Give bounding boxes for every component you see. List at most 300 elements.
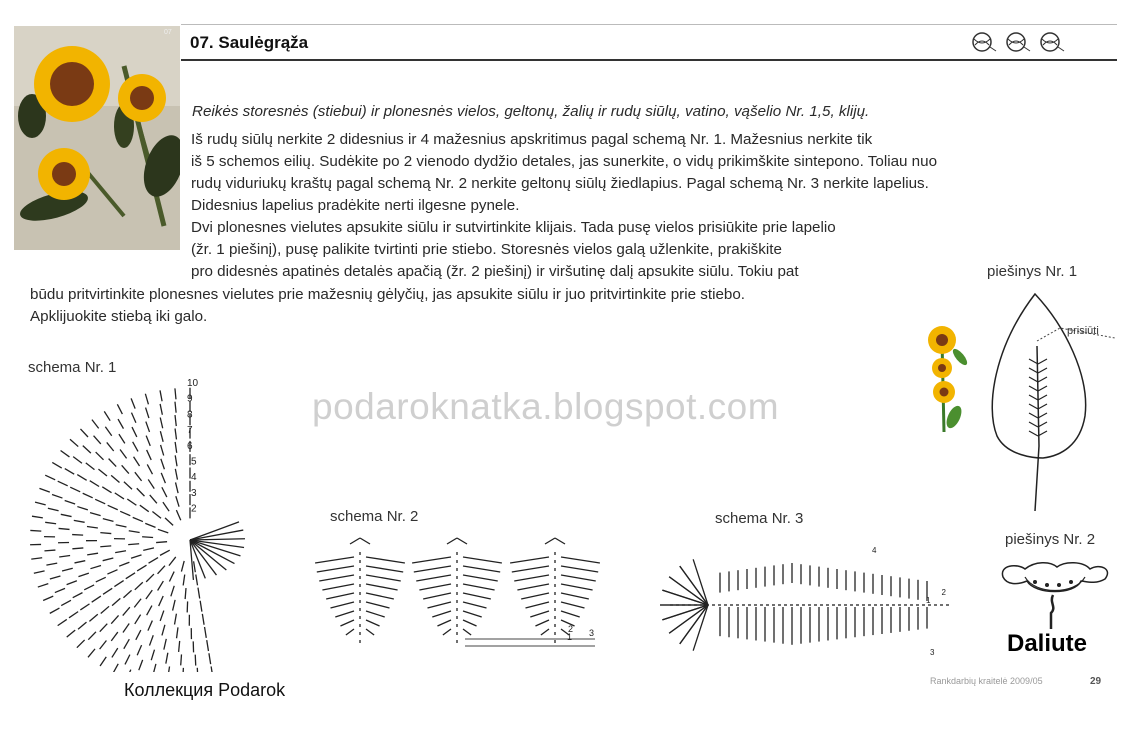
stitch-mark bbox=[1029, 431, 1038, 436]
stitch-mark bbox=[1038, 422, 1047, 427]
stitch-mark bbox=[463, 584, 495, 590]
stitch-mark bbox=[175, 469, 177, 480]
stitch-mark bbox=[109, 459, 117, 467]
stitch-mark bbox=[59, 555, 70, 556]
stitch-mark bbox=[160, 390, 162, 401]
stitch-mark bbox=[100, 641, 107, 650]
stitch-mark bbox=[693, 605, 708, 651]
stitch-mark bbox=[205, 627, 207, 638]
stitch-mark bbox=[561, 602, 585, 608]
stitch-mark bbox=[147, 464, 152, 474]
stitch-mark bbox=[94, 436, 101, 444]
stitch-mark bbox=[73, 457, 82, 464]
stitch-mark bbox=[90, 481, 99, 487]
stitch-mark bbox=[50, 576, 61, 579]
schema-1-row-number: 4 bbox=[191, 472, 197, 484]
stitch-mark bbox=[158, 581, 164, 590]
stitch-mark bbox=[100, 533, 111, 534]
stitch-mark bbox=[366, 566, 403, 572]
schema-3-diagram bbox=[650, 535, 950, 665]
stitch-mark bbox=[175, 614, 177, 625]
stitch-mark bbox=[1029, 368, 1038, 373]
stitch-mark bbox=[340, 620, 354, 626]
stitch-mark bbox=[346, 629, 354, 635]
stitch-mark bbox=[61, 450, 70, 456]
stitch-mark bbox=[135, 582, 143, 590]
stitch-mark bbox=[131, 555, 141, 558]
stitch-mark bbox=[52, 462, 61, 468]
stitch-mark bbox=[112, 648, 118, 657]
stitch-mark bbox=[69, 612, 78, 618]
stitch-mark bbox=[96, 577, 106, 582]
stitch-mark bbox=[693, 559, 708, 605]
stitch-mark bbox=[317, 566, 354, 572]
stitch-mark bbox=[134, 599, 141, 608]
stitch-mark bbox=[126, 670, 130, 672]
stitch-mark bbox=[175, 429, 176, 440]
stitch-mark bbox=[111, 615, 118, 623]
stitch-mark bbox=[131, 398, 135, 408]
stitch-mark bbox=[115, 551, 126, 553]
stitch-mark bbox=[319, 575, 354, 581]
stitch-mark bbox=[463, 593, 491, 599]
stitch-mark bbox=[146, 574, 154, 582]
schema-3-row-4: 4 bbox=[872, 546, 877, 555]
stitch-mark bbox=[148, 479, 154, 488]
stitch-mark bbox=[432, 611, 451, 617]
stitch-mark bbox=[46, 563, 57, 565]
stitch-mark bbox=[95, 499, 105, 504]
watermark: podaroknatka.blogspot.com bbox=[312, 386, 780, 427]
stitch-mark bbox=[463, 575, 498, 581]
stitch-mark bbox=[160, 611, 164, 621]
stitch-mark bbox=[1038, 404, 1047, 409]
stitch-mark bbox=[662, 605, 708, 620]
stitch-mark bbox=[108, 505, 118, 509]
yarn-ball-icon bbox=[1007, 33, 1030, 51]
stitch-mark bbox=[65, 469, 74, 475]
stitch-mark bbox=[148, 621, 152, 631]
schema-3-row-1: 1 bbox=[926, 596, 931, 605]
stitch-mark bbox=[30, 530, 41, 531]
stitch-mark bbox=[104, 411, 110, 420]
stitch-mark bbox=[366, 611, 385, 617]
stitch-mark bbox=[61, 514, 72, 516]
stitch-mark bbox=[169, 557, 176, 566]
stitch-mark bbox=[80, 429, 88, 437]
stitch-mark bbox=[555, 538, 565, 544]
sunflower-photo bbox=[14, 26, 180, 250]
schema-1-row-number: 6 bbox=[187, 440, 193, 452]
stitch-mark bbox=[185, 588, 186, 599]
stitch-mark bbox=[514, 575, 549, 581]
stitch-mark bbox=[87, 553, 98, 555]
stitch-mark bbox=[197, 668, 198, 672]
stitch-mark bbox=[146, 408, 149, 418]
stitch-mark bbox=[161, 473, 165, 483]
stitch-mark bbox=[105, 427, 111, 436]
stitch-mark bbox=[669, 605, 708, 633]
stitch-mark bbox=[35, 502, 46, 505]
stitch-mark bbox=[315, 557, 354, 563]
stitch-mark bbox=[113, 664, 118, 672]
stitch-mark bbox=[39, 488, 49, 492]
stitch-mark bbox=[200, 601, 202, 612]
stitch-mark bbox=[1029, 377, 1038, 382]
schema-1-row-number: 10 bbox=[187, 378, 199, 389]
stitch-mark bbox=[561, 575, 596, 581]
stitch-mark bbox=[1038, 386, 1047, 391]
stitch-mark bbox=[146, 422, 150, 432]
schema-2-label: schema Nr. 2 bbox=[330, 508, 419, 525]
stitch-mark bbox=[190, 540, 216, 575]
stitch-mark bbox=[175, 442, 177, 453]
stitch-mark bbox=[159, 596, 164, 606]
stitch-mark bbox=[463, 602, 487, 608]
stitch-mark bbox=[209, 653, 211, 664]
collection-signature: Коллекция Podarok bbox=[124, 680, 286, 700]
stitch-mark bbox=[55, 588, 65, 592]
stitch-mark bbox=[83, 493, 93, 498]
stitch-mark bbox=[137, 645, 141, 655]
stitch-mark bbox=[92, 596, 101, 602]
stitch-mark bbox=[43, 596, 53, 600]
stitch-mark bbox=[123, 590, 131, 597]
sunflower-stem-illustration bbox=[920, 322, 975, 437]
drawing-1-label: piešinys Nr. 1 bbox=[987, 263, 1078, 280]
stitch-mark bbox=[168, 667, 170, 672]
schema-1-row-number: 3 bbox=[191, 487, 197, 499]
stitch-mark bbox=[161, 445, 164, 456]
stitch-mark bbox=[169, 572, 174, 582]
stitch-mark bbox=[181, 561, 184, 572]
stitch-mark bbox=[437, 620, 451, 626]
stitch-mark bbox=[521, 593, 549, 599]
stitch-mark bbox=[463, 620, 477, 626]
stitch-mark bbox=[207, 640, 209, 651]
stitch-mark bbox=[162, 487, 167, 497]
stitch-mark bbox=[419, 584, 451, 590]
stitch-mark bbox=[165, 518, 173, 525]
stitch-mark bbox=[164, 639, 166, 650]
stitch-mark bbox=[335, 611, 354, 617]
schema-3-label: schema Nr. 3 bbox=[715, 510, 804, 527]
stitch-mark bbox=[123, 623, 129, 632]
stitch-mark bbox=[545, 538, 555, 544]
stitch-mark bbox=[107, 442, 114, 451]
stitch-mark bbox=[127, 499, 136, 505]
stitch-mark bbox=[88, 649, 95, 657]
drawing-2-label: piešinys Nr. 2 bbox=[1005, 531, 1096, 548]
schema-2-row-3: 3 bbox=[589, 628, 595, 638]
stitch-mark bbox=[211, 666, 213, 672]
stitch-mark bbox=[171, 586, 174, 596]
instruction-line: iš 5 schemos eilių. Sudėkite po 2 vienodo dydžio detales, jas sunerkite, o vidų prikimškite sintepono. Toliau nuo bbox=[191, 153, 938, 170]
stitch-mark bbox=[117, 404, 122, 414]
stitch-mark bbox=[114, 581, 123, 587]
instruction-line: Didesnius lapelius pradėkite nerti ilgesne pynele. bbox=[191, 197, 520, 214]
instruction-line: Apklijuokite stiebą iki galo. bbox=[30, 308, 208, 325]
stitch-mark bbox=[44, 550, 55, 551]
stitch-mark bbox=[1038, 377, 1047, 382]
stitch-mark bbox=[330, 602, 354, 608]
stitch-mark bbox=[163, 502, 169, 511]
stitch-mark bbox=[176, 496, 179, 507]
stitch-mark bbox=[561, 593, 589, 599]
stitch-mark bbox=[463, 566, 500, 572]
stitch-mark bbox=[350, 538, 360, 544]
photo-number: 07 bbox=[164, 29, 172, 36]
schema-1-row-number: 8 bbox=[187, 409, 193, 421]
stitch-mark bbox=[73, 593, 83, 598]
page-title: 07. Saulėgrąža bbox=[190, 33, 309, 52]
stitch-mark bbox=[680, 566, 708, 605]
schema-1-diagram bbox=[20, 372, 260, 672]
stitch-mark bbox=[177, 627, 178, 638]
yarn-difficulty-icons bbox=[970, 31, 1070, 53]
stitch-mark bbox=[119, 562, 129, 566]
stitch-mark bbox=[98, 469, 107, 476]
stitch-mark bbox=[118, 419, 123, 429]
stitch-mark bbox=[1029, 395, 1038, 400]
stitch-mark bbox=[142, 537, 153, 538]
stitch-mark bbox=[45, 522, 56, 523]
stitch-mark bbox=[166, 653, 168, 664]
yarn-ball-icon bbox=[973, 33, 996, 51]
stitch-mark bbox=[77, 640, 85, 648]
stitch-mark bbox=[111, 475, 119, 482]
magazine-footer: Rankdarbių kraitelė 2009/05 bbox=[930, 676, 1043, 686]
stitch-mark bbox=[52, 494, 62, 498]
stitch-mark bbox=[88, 632, 96, 640]
stitch-mark bbox=[326, 593, 354, 599]
schema-1-row-number: 5 bbox=[191, 456, 197, 468]
stitch-mark bbox=[149, 635, 153, 645]
stitch-mark bbox=[78, 622, 86, 629]
stitch-mark bbox=[160, 418, 162, 429]
stitch-mark bbox=[123, 607, 130, 615]
instruction-line: pro didesnės apatinės detalės apačią (žr. 2 piešinį) ir viršutinę dalį apsukite siūlu. Tokiu pat bbox=[191, 263, 799, 280]
instruction-line: (žr. 1 piešinį), pusę palikite tvirtinti prie stiebo. Storesnės vielos galą užlenkite, prakiškite bbox=[191, 241, 782, 258]
stitch-mark bbox=[61, 600, 71, 605]
schema-1-label: schema Nr. 1 bbox=[28, 359, 117, 376]
stitch-mark bbox=[115, 493, 124, 499]
stitch-mark bbox=[34, 571, 45, 573]
stitch-mark bbox=[90, 513, 101, 516]
stitch-mark bbox=[58, 619, 67, 625]
stitch-mark bbox=[31, 558, 42, 559]
stitch-mark bbox=[120, 449, 127, 458]
stitch-mark bbox=[100, 657, 106, 666]
stitch-mark bbox=[176, 482, 179, 493]
stitch-mark bbox=[463, 557, 502, 563]
stitch-mark bbox=[48, 508, 59, 511]
stitch-mark bbox=[78, 573, 88, 577]
stitch-mark bbox=[463, 611, 482, 617]
stitch-mark bbox=[126, 573, 135, 579]
stitch-mark bbox=[38, 584, 48, 587]
stitch-mark bbox=[145, 394, 148, 405]
schema-2-row-1: 1 bbox=[567, 632, 573, 642]
stitch-mark bbox=[74, 561, 85, 563]
stitch-mark bbox=[116, 525, 127, 527]
stitch-mark bbox=[1038, 413, 1047, 418]
stitch-mark bbox=[366, 575, 401, 581]
stitch-mark bbox=[202, 614, 204, 625]
stitch-mark bbox=[100, 624, 108, 632]
stitch-mark bbox=[128, 544, 139, 545]
schema-1-row-number: 7 bbox=[187, 425, 193, 437]
stitch-mark bbox=[77, 475, 86, 481]
stitch-mark bbox=[72, 535, 83, 536]
stitch-mark bbox=[1029, 386, 1038, 391]
stitch-mark bbox=[196, 574, 198, 585]
stitch-mark bbox=[107, 570, 117, 574]
stitch-mark bbox=[366, 593, 394, 599]
stitch-mark bbox=[412, 557, 451, 563]
stitch-mark bbox=[517, 584, 549, 590]
stitch-mark bbox=[150, 495, 157, 503]
stitch-mark bbox=[86, 463, 95, 470]
stitch-mark bbox=[1038, 368, 1047, 373]
stitch-mark bbox=[443, 629, 451, 635]
stitch-mark bbox=[190, 522, 239, 540]
schema-1-row-number: 9 bbox=[187, 393, 193, 405]
stitch-mark bbox=[70, 439, 78, 446]
stitch-mark bbox=[194, 561, 196, 572]
materials-line: Reikės storesnės (stiebui) ir plonesnės vielos, geltonų, žalių ir rudų siūlų, vatino, vąšelio Nr. 1,5, klijų. bbox=[192, 103, 870, 120]
stitch-mark bbox=[158, 529, 168, 533]
stitch-mark bbox=[173, 600, 176, 611]
stitch-mark bbox=[1038, 359, 1047, 364]
stitch-mark bbox=[111, 632, 118, 641]
stitch-mark bbox=[100, 546, 111, 547]
stitch-mark bbox=[662, 590, 708, 605]
schema-1-row-number: 2 bbox=[191, 503, 197, 515]
stitch-mark bbox=[457, 538, 467, 544]
stitch-mark bbox=[1029, 404, 1038, 409]
stitch-mark bbox=[463, 629, 471, 635]
stitch-mark bbox=[134, 457, 140, 466]
stitch-mark bbox=[360, 538, 370, 544]
stitch-mark bbox=[50, 608, 60, 613]
stitch-mark bbox=[179, 641, 180, 652]
sunflower-photo-art bbox=[14, 26, 180, 250]
stitch-mark bbox=[133, 517, 143, 521]
stitch-mark bbox=[416, 575, 451, 581]
stitch-mark bbox=[156, 542, 167, 543]
stitch-mark bbox=[175, 415, 176, 426]
stitch-mark bbox=[119, 434, 125, 443]
stitch-mark bbox=[77, 507, 88, 510]
stitch-mark bbox=[1029, 413, 1038, 418]
stitch-mark bbox=[530, 611, 549, 617]
stitch-mark bbox=[90, 566, 101, 569]
author-signature: Daliute bbox=[1007, 630, 1088, 657]
schema-3-row-2: 2 bbox=[941, 588, 946, 597]
stitch-mark bbox=[366, 629, 374, 635]
stitch-mark bbox=[161, 459, 165, 469]
stitch-mark bbox=[147, 606, 152, 616]
stitch-mark bbox=[160, 431, 163, 442]
stitch-mark bbox=[70, 487, 80, 492]
stitch-mark bbox=[183, 575, 185, 586]
stitch-mark bbox=[122, 465, 129, 473]
stitch-mark bbox=[175, 388, 176, 399]
stitch-mark bbox=[102, 487, 111, 493]
stitch-mark bbox=[72, 548, 83, 549]
stitch-mark bbox=[137, 565, 146, 571]
stitch-mark bbox=[181, 654, 182, 665]
stitch-mark bbox=[198, 588, 200, 599]
stitch-mark bbox=[366, 557, 405, 563]
stitch-mark bbox=[427, 602, 451, 608]
stitch-mark bbox=[129, 531, 140, 533]
stitch-mark bbox=[92, 420, 99, 429]
stitch-mark bbox=[680, 605, 708, 644]
stitch-mark bbox=[96, 452, 104, 460]
stitch-mark bbox=[112, 598, 120, 605]
stitch-mark bbox=[67, 630, 75, 637]
stitch-mark bbox=[131, 413, 135, 423]
stitch-mark bbox=[103, 519, 114, 522]
stitch-mark bbox=[146, 436, 150, 446]
stitch-mark bbox=[120, 511, 130, 515]
page-number: 29 bbox=[1090, 676, 1102, 687]
stitch-mark bbox=[136, 630, 141, 640]
stitch-mark bbox=[162, 625, 165, 636]
stitch-mark bbox=[510, 557, 549, 563]
stitch-mark bbox=[160, 404, 162, 415]
instruction-line: būdu pritvirtinkite plonesnes vielutes prie mažesnių gėlyčių, jas apsukite siūlu ir juo pritvirtinkite prie stiebo. bbox=[30, 286, 745, 303]
drawing-2-flower bbox=[995, 555, 1115, 630]
stitch-mark bbox=[175, 402, 176, 413]
stitch-mark bbox=[80, 604, 89, 610]
instruction-line: rudų viduriukų kraštų pagal schemą Nr. 2 nerkite geltonų siūlų žiedlapius. Pagal schemą Nr. 3 nerkite lapelius. bbox=[191, 175, 929, 192]
stitch-mark bbox=[125, 655, 130, 665]
schema-2-diagram bbox=[300, 532, 605, 662]
instruction-line: Iš rudų siūlų nerkite 2 didesnius ir 4 mažesnius apskritimus pagal schemą Nr. 1. Mažesnius nerkite tik bbox=[191, 131, 873, 148]
stitch-mark bbox=[525, 602, 549, 608]
stitch-mark bbox=[74, 520, 85, 522]
stitch-mark bbox=[59, 528, 70, 529]
stitch-mark bbox=[146, 590, 152, 599]
stitch-mark bbox=[183, 668, 184, 672]
stitch-mark bbox=[541, 629, 549, 635]
stitch-mark bbox=[366, 602, 390, 608]
stitch-mark bbox=[137, 488, 145, 496]
stitch-mark bbox=[1038, 395, 1047, 400]
stitch-mark bbox=[669, 577, 708, 605]
stitch-mark bbox=[1029, 422, 1038, 427]
stitch-mark bbox=[366, 620, 380, 626]
stitch-mark bbox=[87, 527, 98, 528]
stitch-mark bbox=[124, 639, 130, 649]
drawing-1-annotation: prisiūti bbox=[1067, 325, 1099, 337]
schema-3-row-3: 3 bbox=[930, 648, 935, 657]
stitch-mark bbox=[153, 664, 156, 672]
stitch-mark bbox=[322, 584, 354, 590]
stitch-mark bbox=[124, 482, 132, 489]
stitch-mark bbox=[132, 427, 137, 437]
stitch-mark bbox=[160, 550, 170, 555]
stitch-mark bbox=[58, 481, 68, 486]
stitch-mark bbox=[535, 620, 549, 626]
stitch-mark bbox=[158, 566, 165, 574]
stitch-mark bbox=[447, 538, 457, 544]
drawing-1-leaf bbox=[985, 286, 1120, 516]
stitch-mark bbox=[145, 523, 155, 527]
